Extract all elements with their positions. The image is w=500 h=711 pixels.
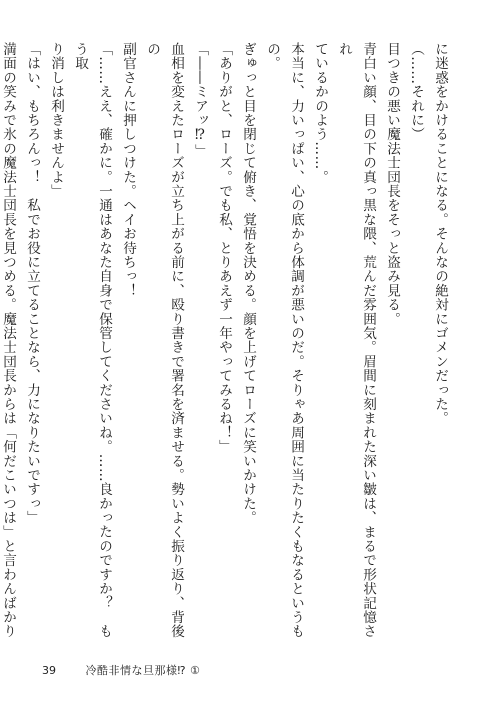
text-line: 副官さんに押しつけた。ヘイお待ちっ！: [120, 42, 136, 298]
text-line: に迷惑をかけることになる。そんなの絶対にゴメンだった。: [432, 42, 448, 426]
page-number: 39: [42, 664, 56, 677]
text-line: 本当に、力いっぱい、心の底から体調が悪いのだ。そりゃあ周囲に当たりたくもなるというもの。: [264, 42, 304, 639]
text-line: 「――ミアッ⁉」: [192, 42, 208, 158]
text-line: り消しは利きませんよ」: [48, 42, 64, 199]
text-line: 「はい、もちろんっ！ 私でお役に立てることなら、力になりたいですっ」: [24, 42, 40, 525]
text-line: ているかのよう……。: [312, 42, 328, 184]
text-line: 「……ええ、確かに。一通はあなた自身で保管してくださいね。……良かったのですか？ もう取: [72, 42, 112, 639]
text-line: 青白い顔、目の下の真っ黒な隈、荒んだ雰囲気。眉間に刻まれた深い皺は、まるで形状記憶され: [336, 42, 376, 639]
page-footer: [42, 662, 200, 678]
text-line: 「ありがと、ローズ。でも私、とりあえず一年やってみるね！」: [216, 42, 232, 454]
vertical-text-body: [0, 42, 452, 642]
text-line: ぎゅっと目を閉じて俯き、覚悟を決める。顔を上げてローズに笑いかけた。: [240, 42, 256, 525]
text-line: （……それに）: [408, 42, 424, 142]
text-line: 満面の笑みで氷の魔法士団長を見つめる。魔法士団長からは「何だこいつは」と言わんばかり: [0, 42, 16, 639]
text-line: 血相を変えたローズが立ち上がる前に、殴り書きで署名を済ませる。勢いよく振り返り、背後の: [144, 42, 184, 639]
text-line: 目つきの悪い魔法士団長をそっと盗み見る。: [384, 42, 400, 326]
running-title: 冷酷非情な旦那様⁉ ①: [85, 664, 201, 677]
